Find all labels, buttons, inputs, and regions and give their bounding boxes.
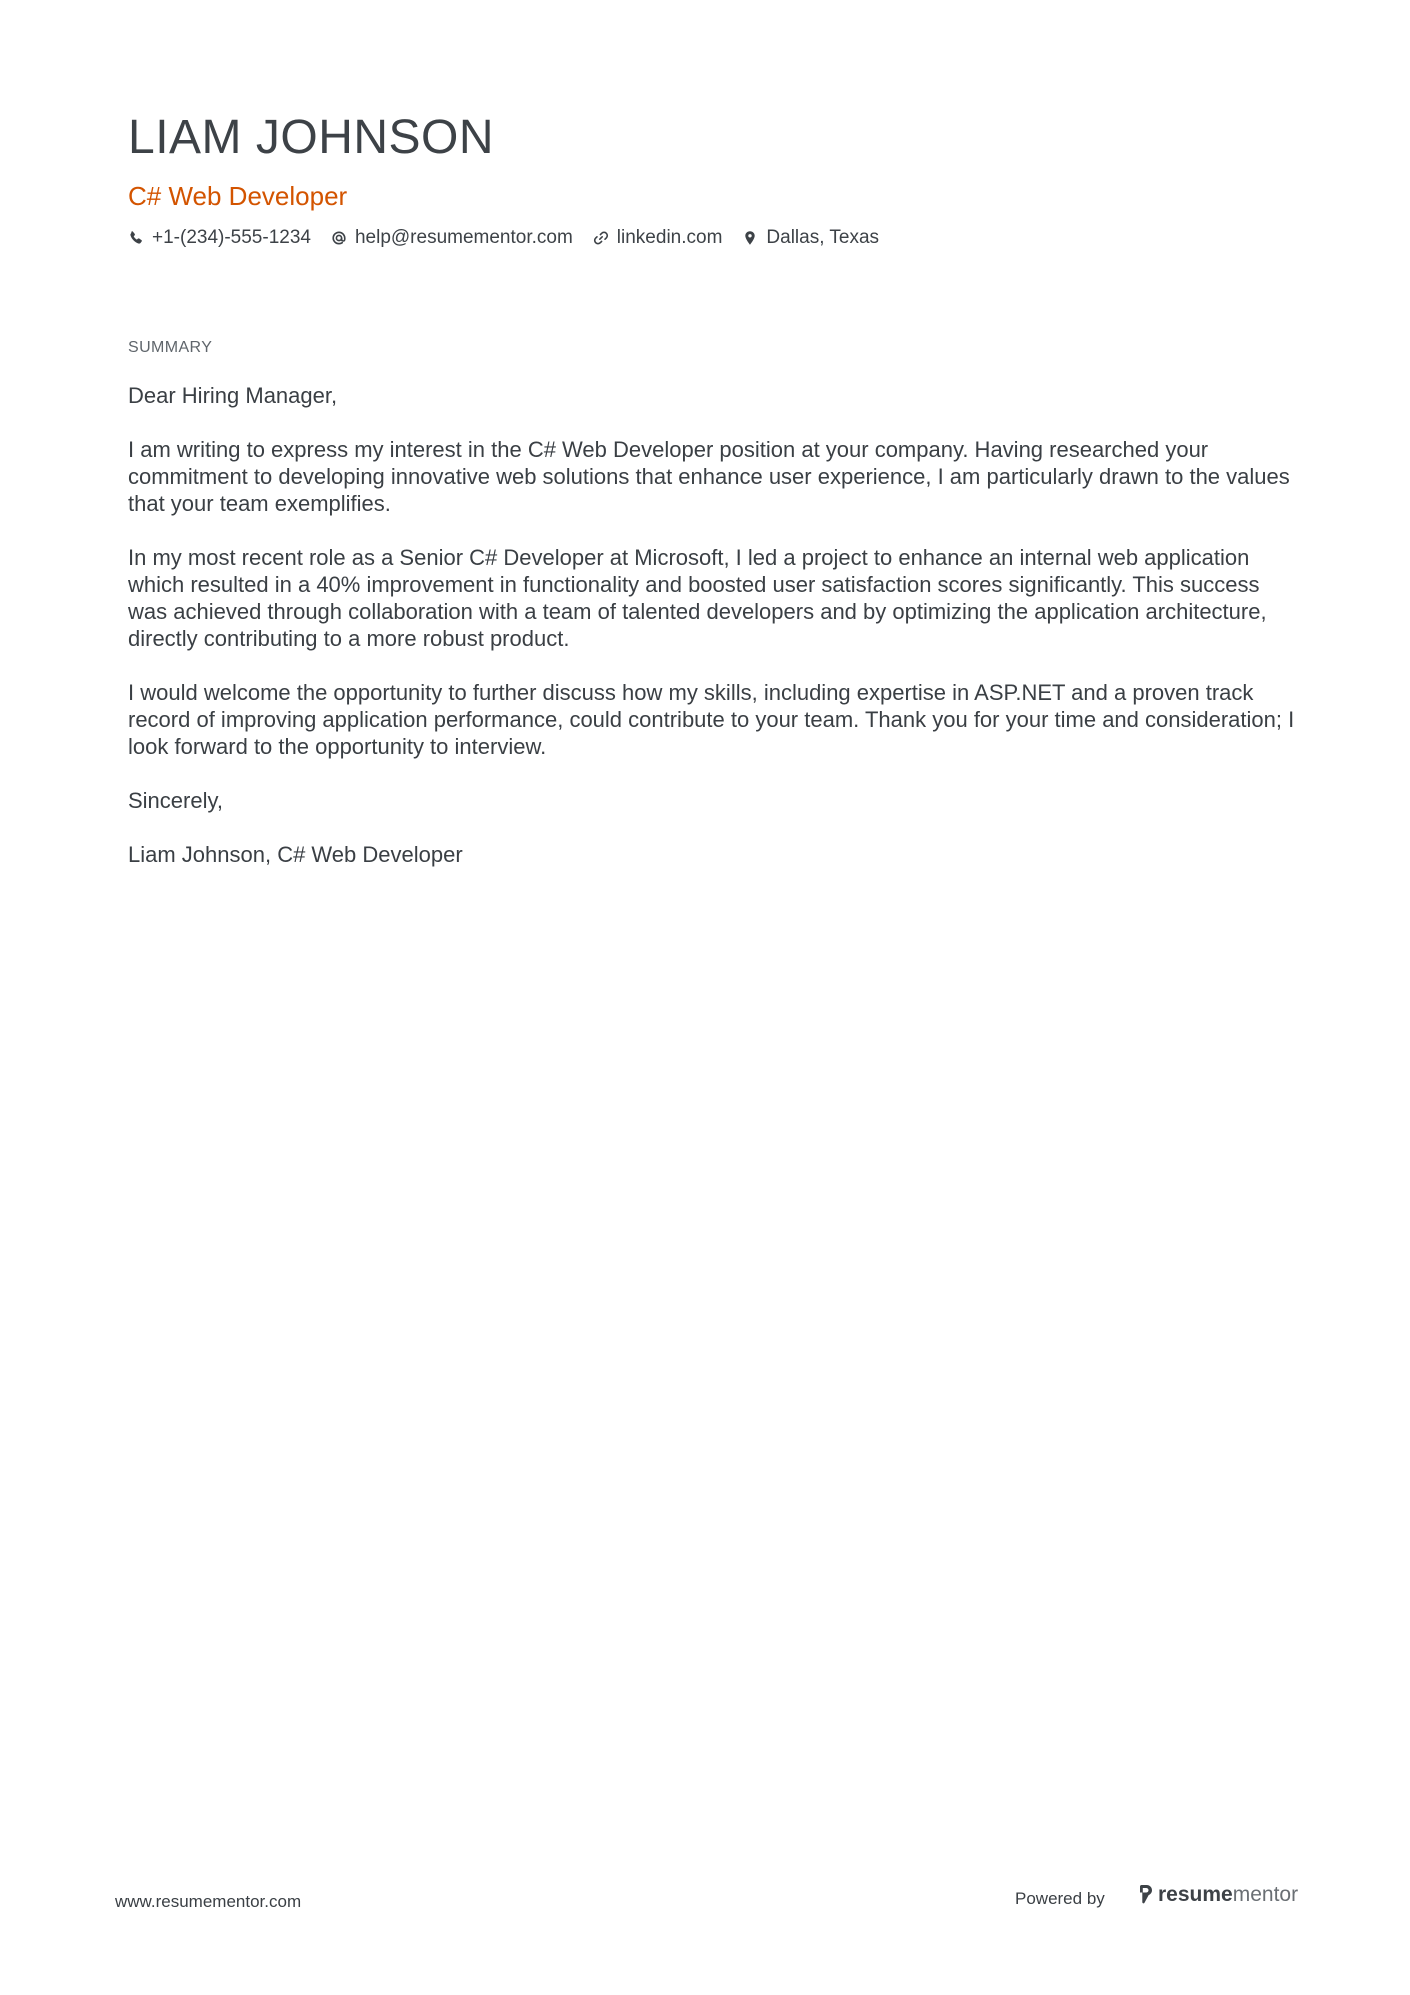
footer-url[interactable]: www.resumementor.com bbox=[115, 1892, 302, 1911]
phone-text: +1-(234)-555-1234 bbox=[152, 227, 311, 248]
closing: Sincerely, bbox=[128, 788, 223, 813]
brand-mark-icon bbox=[1138, 1883, 1154, 1905]
email-text: help@resumementor.com bbox=[354, 227, 573, 248]
powered-by-label: Powered by bbox=[1015, 1889, 1105, 1908]
section-label-summary: SUMMARY bbox=[128, 339, 213, 356]
paragraph: In my most recent role as a Senior C# Developer at Microsoft, I led a project to enhance an internal web application which resulted in a 40% improvement in functionality and boosted user satisfaction scores significantly. This success was achieved through collaboration with a team of talented developers and by optimizing the application architecture, directly contributing to a more robust product. bbox=[128, 545, 1267, 651]
contact-email bbox=[331, 226, 573, 251]
contact-location bbox=[742, 226, 879, 251]
at-icon bbox=[331, 230, 347, 246]
contact-phone bbox=[128, 226, 311, 251]
signature: Liam Johnson, C# Web Developer bbox=[128, 842, 463, 867]
brand-text-mentor: mentor bbox=[1232, 1882, 1299, 1906]
location-text: Dallas, Texas bbox=[766, 227, 880, 248]
letter-body bbox=[128, 382, 1298, 895]
paragraph: I am writing to express my interest in the C# Web Developer position at your company. Having researched your commitment to developing innovative web solutions that enhance user experience, I am particularly drawn to the values that your team exemplifies. bbox=[128, 437, 1290, 516]
candidate-name: LIAM JOHNSON bbox=[128, 111, 495, 164]
link-icon bbox=[593, 230, 609, 246]
contact-bar bbox=[128, 226, 879, 251]
brand-logo[interactable] bbox=[1138, 1883, 1298, 1905]
brand-text-resume: resume bbox=[1158, 1882, 1233, 1906]
salutation: Dear Hiring Manager, bbox=[128, 383, 338, 408]
paragraph: I would welcome the opportunity to further discuss how my skills, including expertise in ASP.NET and a proven track record of improving application performance, could contribute to your team. Thank you for your time and consideration; I look forward to the opportunity to interview. bbox=[128, 680, 1295, 759]
map-pin-icon bbox=[742, 230, 758, 246]
phone-icon bbox=[128, 230, 144, 246]
contact-website bbox=[593, 226, 723, 251]
website-text: linkedin.com bbox=[616, 227, 723, 248]
job-title: C# Web Developer bbox=[128, 181, 348, 211]
